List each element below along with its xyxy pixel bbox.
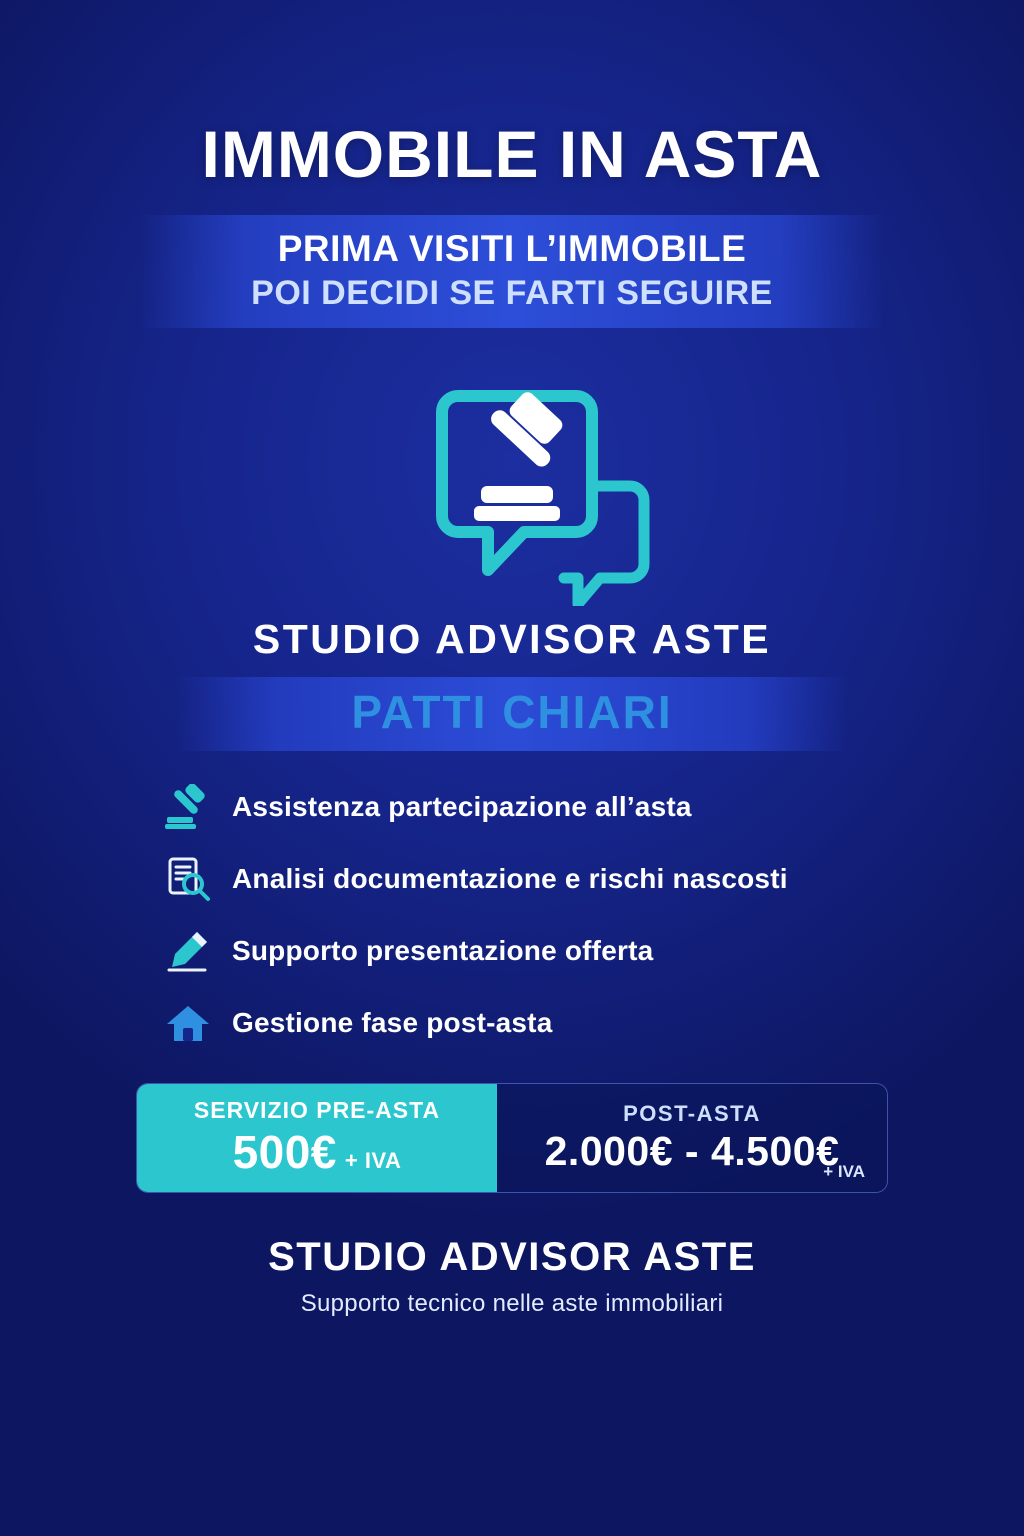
- house-icon: [162, 997, 214, 1049]
- footer: [268, 1235, 756, 1318]
- pricing-post-label: POST-ASTA: [623, 1101, 761, 1127]
- pricing-post-vat: + IVA: [823, 1162, 865, 1182]
- list-item-label: Supporto presentazione offerta: [232, 935, 654, 967]
- page-title: IMMOBILE IN ASTA: [201, 117, 823, 191]
- list-item: [162, 925, 892, 977]
- pricing-pre-amount: 500€: [232, 1126, 337, 1179]
- subhead-band: [140, 215, 884, 328]
- pricing-pre-value: [233, 1125, 402, 1179]
- list-item-label: Analisi documentazione e rischi nascosti: [232, 863, 788, 895]
- brand-tagline-band: [176, 677, 848, 751]
- pricing-pre-asta: [137, 1084, 497, 1192]
- list-item-label: Assistenza partecipazione all’asta: [232, 791, 692, 823]
- document-search-icon: [162, 853, 214, 905]
- gavel-icon: [162, 781, 214, 833]
- footer-title: STUDIO ADVISOR ASTE: [268, 1235, 756, 1280]
- subhead-line-2: POI DECIDI SE FARTI SEGUIRE: [251, 273, 773, 312]
- pricing-panel: [136, 1083, 888, 1193]
- list-item: [162, 781, 892, 833]
- list-item: [162, 997, 892, 1049]
- subhead-line-1: PRIMA VISITI L’IMMOBILE: [277, 228, 747, 270]
- list-item: [162, 853, 892, 905]
- brand-name: STUDIO ADVISOR ASTE: [252, 616, 772, 663]
- pricing-post-amount: 2.000€ - 4.500€: [544, 1128, 840, 1175]
- pricing-pre-label: SERVIZIO PRE-ASTA: [193, 1097, 441, 1124]
- pricing-pre-vat: + IVA: [344, 1148, 402, 1174]
- pen-signature-icon: [162, 925, 214, 977]
- pricing-post-asta: [497, 1084, 887, 1192]
- feature-list: [132, 781, 892, 1049]
- gavel-in-speech-bubbles-icon: [362, 356, 662, 606]
- list-item-label: Gestione fase post-asta: [232, 1007, 553, 1039]
- footer-subtitle: Supporto tecnico nelle aste immobiliari: [300, 1290, 724, 1318]
- brand-tagline: PATTI CHIARI: [351, 686, 673, 739]
